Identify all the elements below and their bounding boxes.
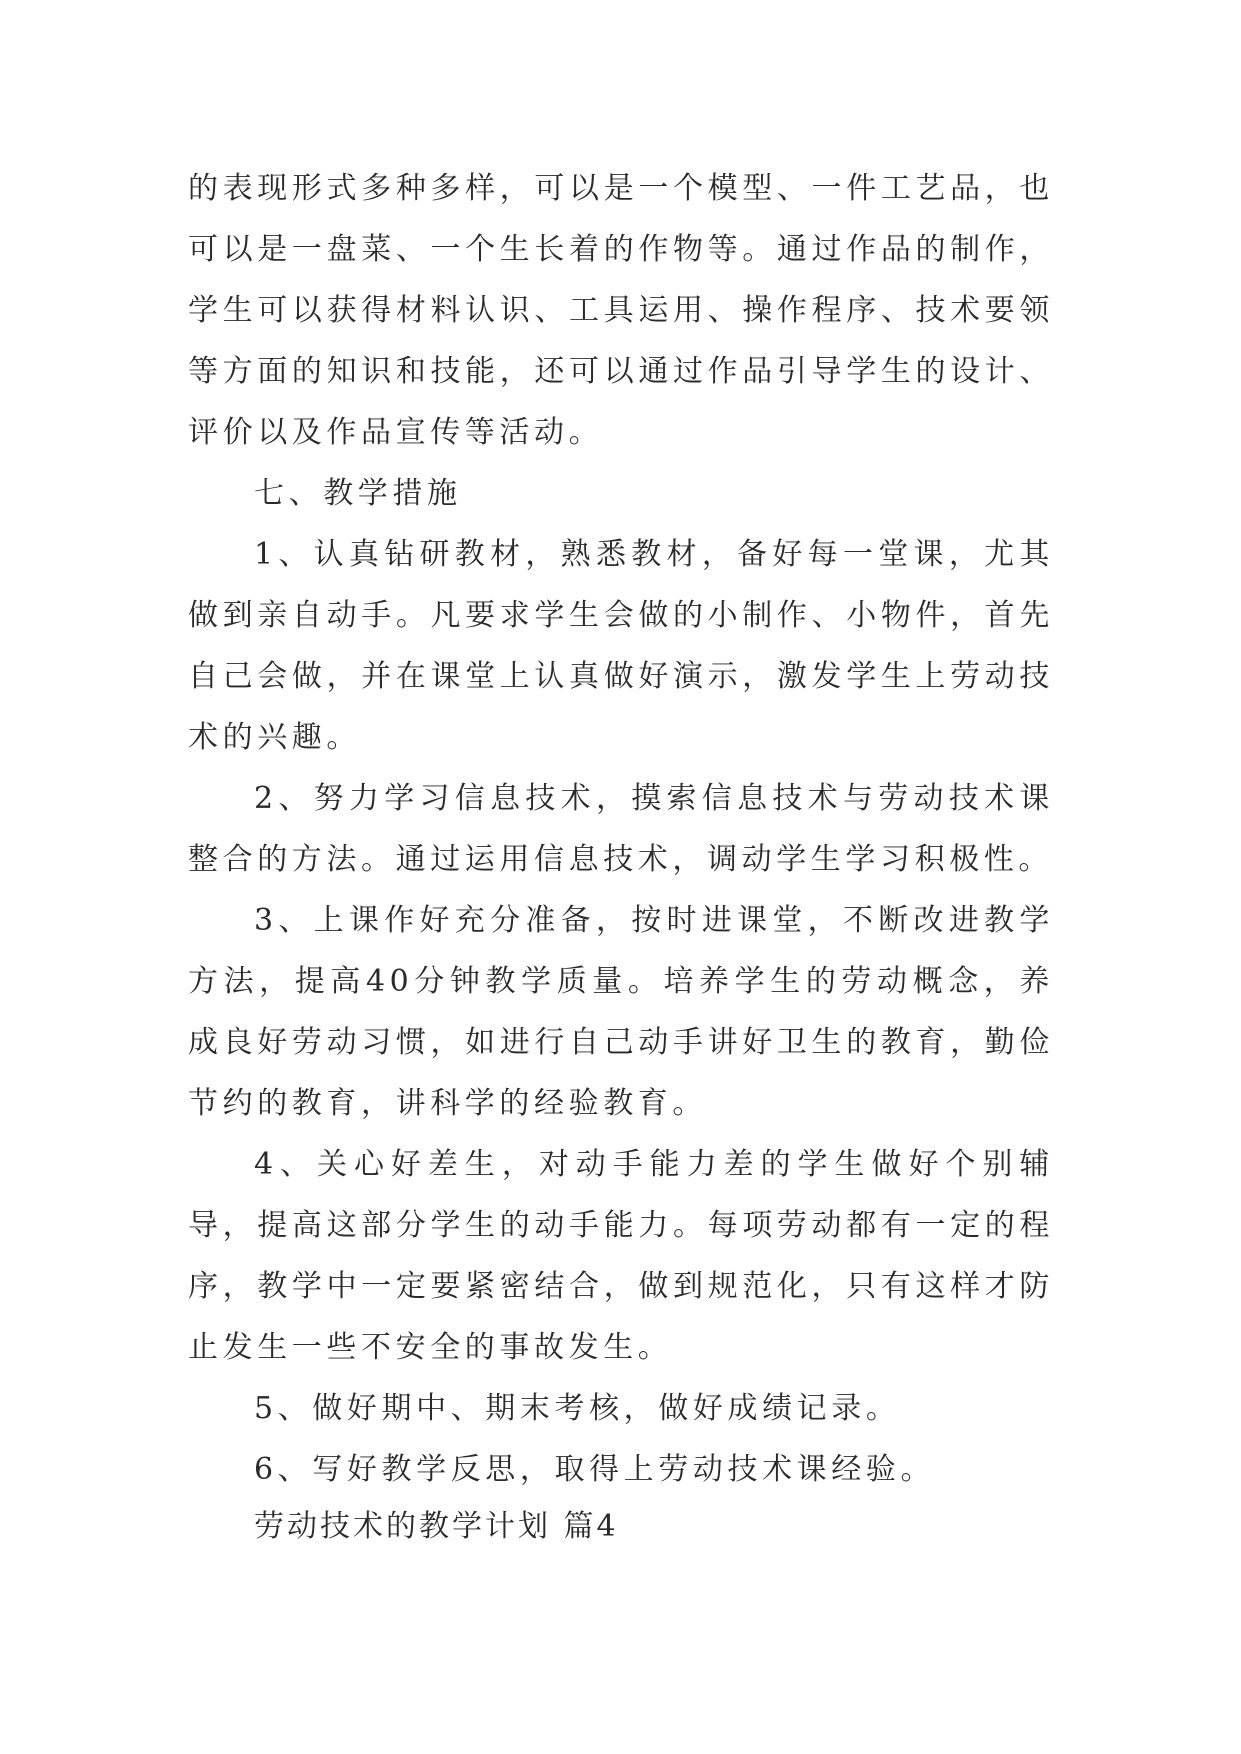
paragraph-measure-4: 4、关心好差生，对动手能力差的学生做好个别辅导，提高这部分学生的动手能力。每项劳动都有一定的程序，教学中一定要紧密结合，做到规范化，只有这样才防止发生一些不安全的事故发生。 — [188, 1147, 1054, 1365]
section-heading-measures: 七、教学措施 — [254, 476, 462, 511]
paragraph-measure-6: 6、写好教学反思，取得上劳动技术课经验。 — [254, 1452, 936, 1487]
next-section-title: 劳动技术的教学计划 篇4 — [254, 1509, 619, 1544]
paragraph-measure-3: 3、上课作好充分准备，按时进课堂，不断改进教学方法，提高40分钟教学质量。培养学生的劳动概念，养成良好劳动习惯，如进行自己动手讲好卫生的教育，勤俭节约的教育，讲科学的经验教育。 — [188, 903, 1054, 1121]
paragraph-measure-1: 1、认真钻研教材，熟悉教材，备好每一堂课，尤其做到亲自动手。凡要求学生会做的小制作、小物件，首先自己会做，并在课堂上认真做好演示，激发学生上劳动技术的兴趣。 — [188, 537, 1054, 755]
paragraph-intro: 的表现形式多种多样，可以是一个模型、一件工艺品，也可以是一盘菜、一个生长着的作物等。通过作品的制作，学生可以获得材料认识、工具运用、操作程序、技术要领等方面的知识和技能，还可以通过作品引导学生的设计、评价以及作品宣传等活动。 — [188, 171, 1054, 450]
document-body — [188, 158, 1054, 1500]
paragraph-measure-2: 2、努力学习信息技术，摸索信息技术与劳动技术课整合的方法。通过运用信息技术，调动学生学习积极性。 — [188, 781, 1054, 877]
paragraph-measure-5: 5、做好期中、期末考核，做好成绩记录。 — [254, 1391, 901, 1426]
